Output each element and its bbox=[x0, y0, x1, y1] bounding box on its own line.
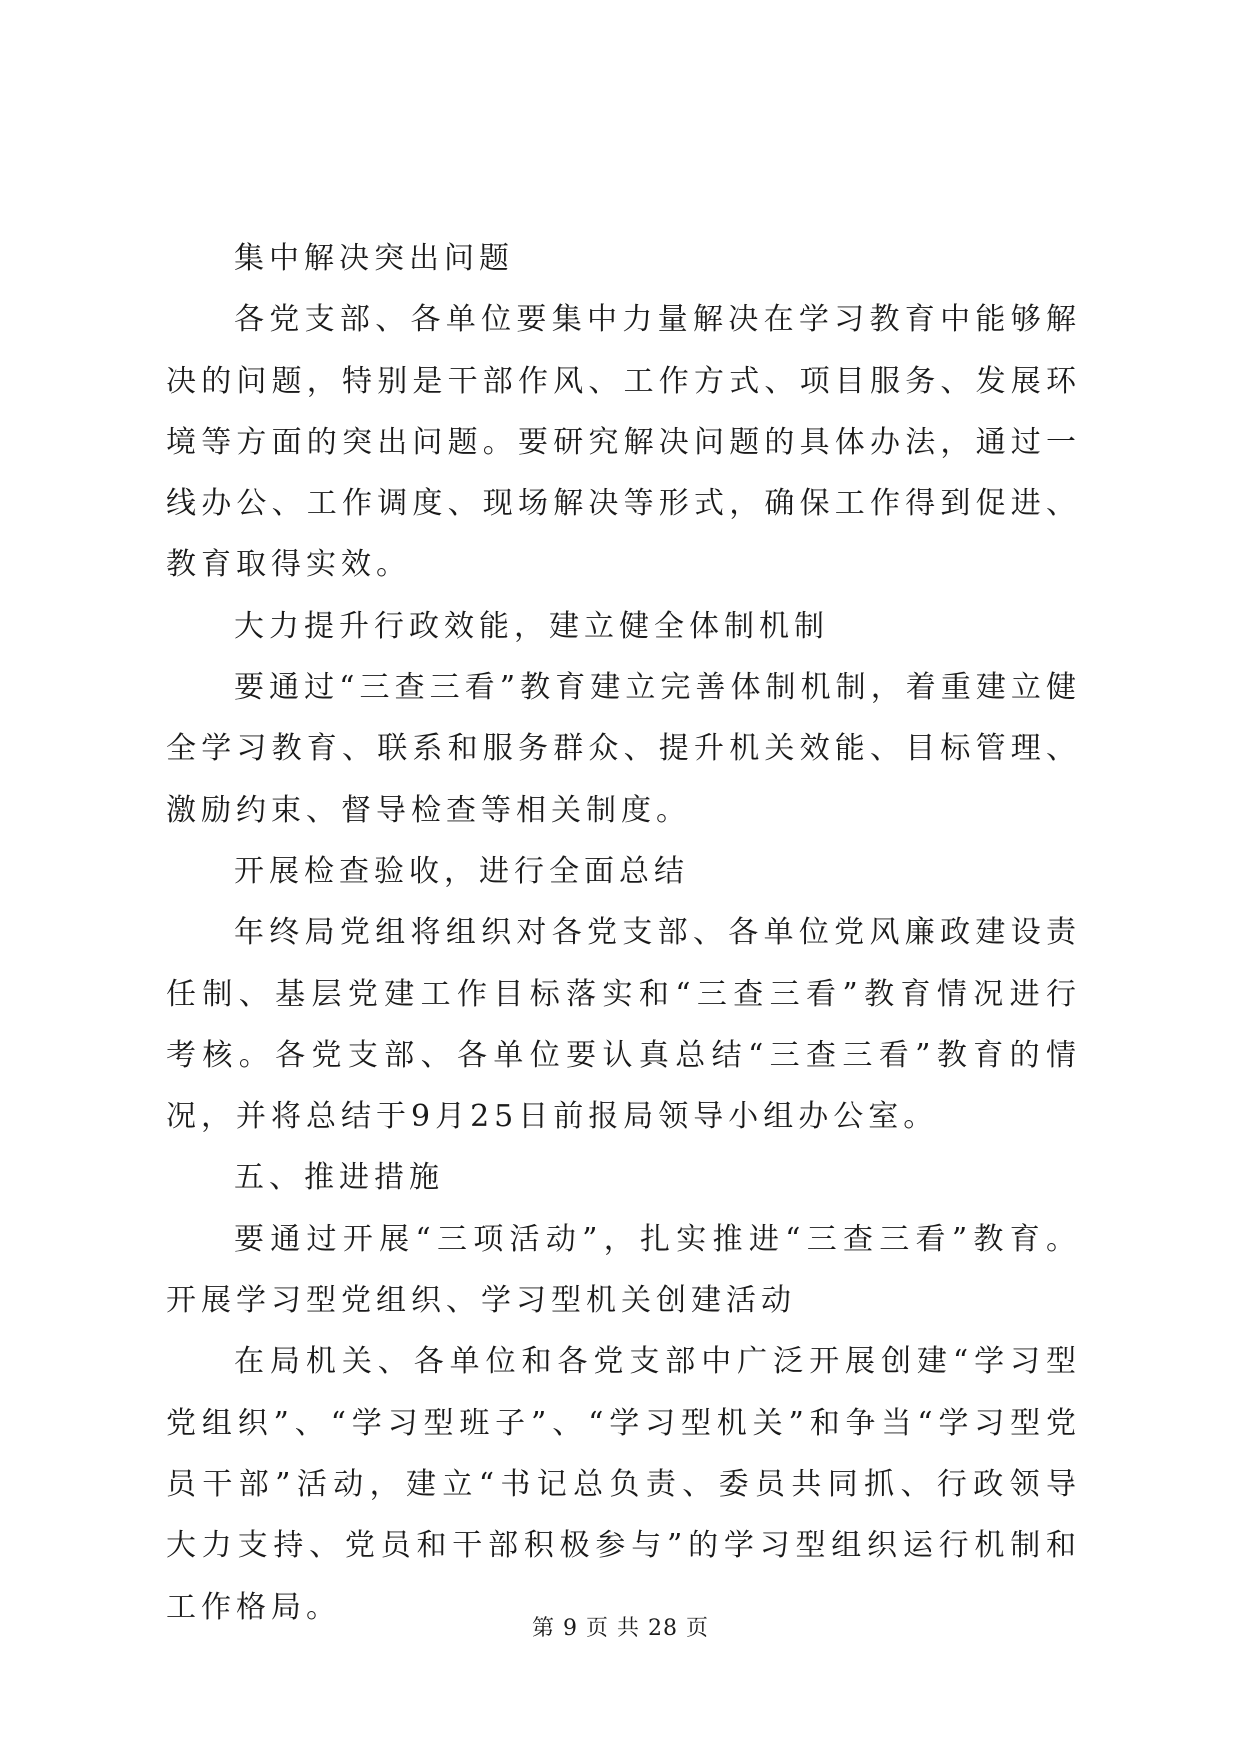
section-heading-solve-problems: 集中解决突出问题 bbox=[234, 241, 514, 276]
body-paragraph-efficiency: 要通过“三查三看”教育建立完善体制机制，着重建立健全学习教育、联系和服务群众、提升机关效能、目标管理、激励约束、督导检查等相关制度。 bbox=[166, 670, 1081, 828]
section-heading-inspection: 开展检查验收，进行全面总结 bbox=[234, 853, 689, 889]
section-heading-efficiency: 大力提升行政效能，建立健全体制机制 bbox=[234, 608, 829, 644]
body-paragraph-learning-org: 在局机关、各单位和各党支部中广泛开展创建“学习型党组织”、“学习型班子”、“学习型机关”和争当“学习型党员干部”活动，建立“书记总负责、委员共同抓、行政领导大力支持、党员和干部积极参与”的学习型组织运行机制和工作格局。 bbox=[166, 1344, 1081, 1625]
body-paragraph-inspection: 年终局党组将组织对各党支部、各单位党风廉政建设责任制、基层党建工作目标落实和“三查三看”教育情况进行考核。各党支部、各单位要认真总结“三查三看”教育的情况，并将总结于9月25日前报局领导小组办公室。 bbox=[166, 915, 1081, 1135]
page-number-footer: 第 9 页 共 28 页 bbox=[532, 1616, 709, 1641]
body-paragraph-measures: 要通过开展“三项活动”，扎实推进“三查三看”教育。开展学习型党组织、学习型机关创建活动 bbox=[166, 1221, 1081, 1319]
document-body bbox=[166, 228, 1081, 1638]
section-heading-measures: 五、推进措施 bbox=[234, 1160, 444, 1196]
body-paragraph-solve-problems: 各党支部、各单位要集中力量解决在学习教育中能够解决的问题，特别是干部作风、工作方式、项目服务、发展环境等方面的突出问题。要研究解决问题的具体办法，通过一线办公、工作调度、现场解决等形式，确保工作得到促进、教育取得实效。 bbox=[166, 302, 1081, 583]
